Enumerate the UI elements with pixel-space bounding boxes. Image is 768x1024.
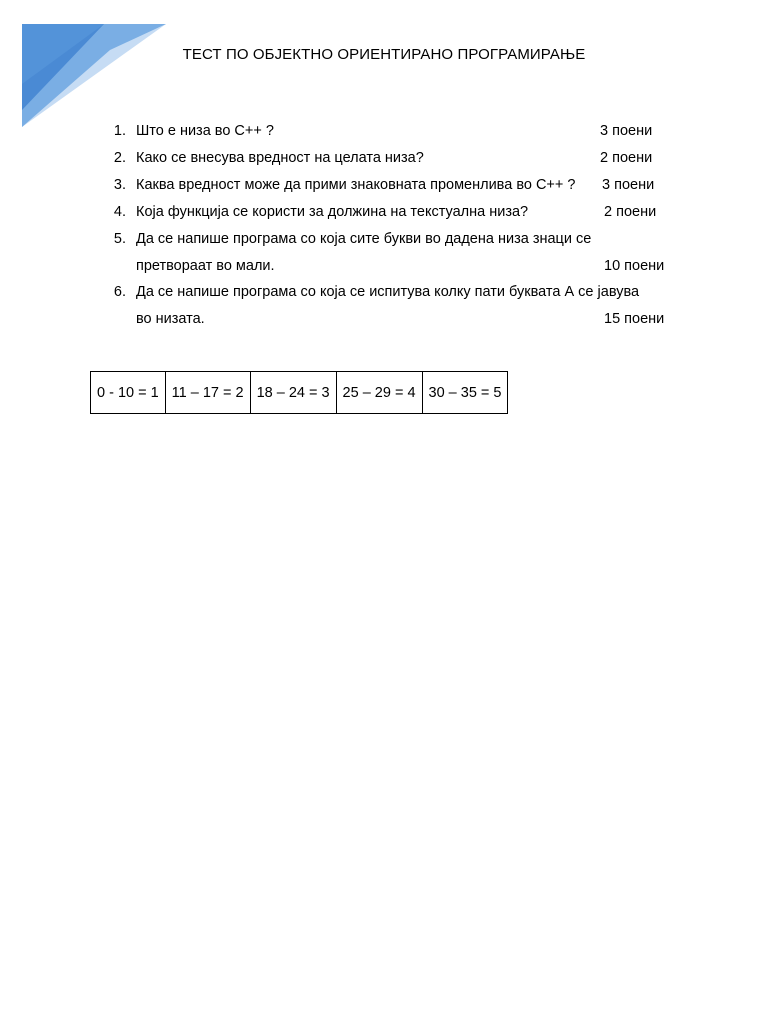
question-item (0, 279, 768, 306)
grade-cell: 11 – 17 = 2 (165, 372, 250, 414)
question-item (0, 145, 768, 172)
question-text: Која функција се користи за должина на текстуална низа? (136, 204, 529, 220)
question-number: 5. (113, 231, 126, 247)
grading-scale-table (90, 371, 508, 414)
question-number: 6. (113, 284, 126, 300)
question-item-continuation (0, 306, 768, 333)
grade-cell: 25 – 29 = 4 (336, 372, 422, 414)
question-item (0, 199, 768, 226)
grade-cell: 18 – 24 = 3 (250, 372, 336, 414)
question-points: 3 поени (602, 177, 655, 193)
question-text: во низата. (136, 311, 205, 327)
question-points: 3 поени (600, 123, 653, 139)
question-text: Како се внесува вредност на целата низа? (136, 150, 424, 166)
question-text: Да се напише програма со која сите букви во дадена низа знаци се (136, 231, 592, 247)
corner-decoration (0, 0, 170, 130)
question-item-continuation (0, 253, 768, 280)
question-text: Да се напише програма со која се испитува колку пати буквата А се јавува (136, 284, 640, 300)
grade-cell: 0 - 10 = 1 (91, 372, 166, 414)
question-number: 2. (113, 150, 126, 166)
page-title: ТЕСТ ПО ОБЈЕКТНО ОРИЕНТИРАНО ПРОГРАМИРАЊЕ (182, 46, 586, 63)
question-points: 2 поени (600, 150, 653, 166)
question-number: 4. (113, 204, 126, 220)
question-points: 15 поени (604, 311, 665, 327)
question-text: Каква вредност може да прими знаковната променлива во C++ ? (136, 177, 576, 193)
question-number: 1. (113, 123, 126, 139)
question-text: Што е низа во C++ ? (136, 123, 274, 139)
question-text: претвораат во мали. (136, 258, 275, 274)
question-item (0, 226, 768, 253)
question-points: 10 поени (604, 258, 665, 274)
question-points: 2 поени (604, 204, 657, 220)
grade-cell: 30 – 35 = 5 (422, 372, 508, 414)
question-number: 3. (113, 177, 126, 193)
table-row (91, 372, 508, 414)
question-item (0, 118, 768, 145)
question-item (0, 172, 768, 199)
